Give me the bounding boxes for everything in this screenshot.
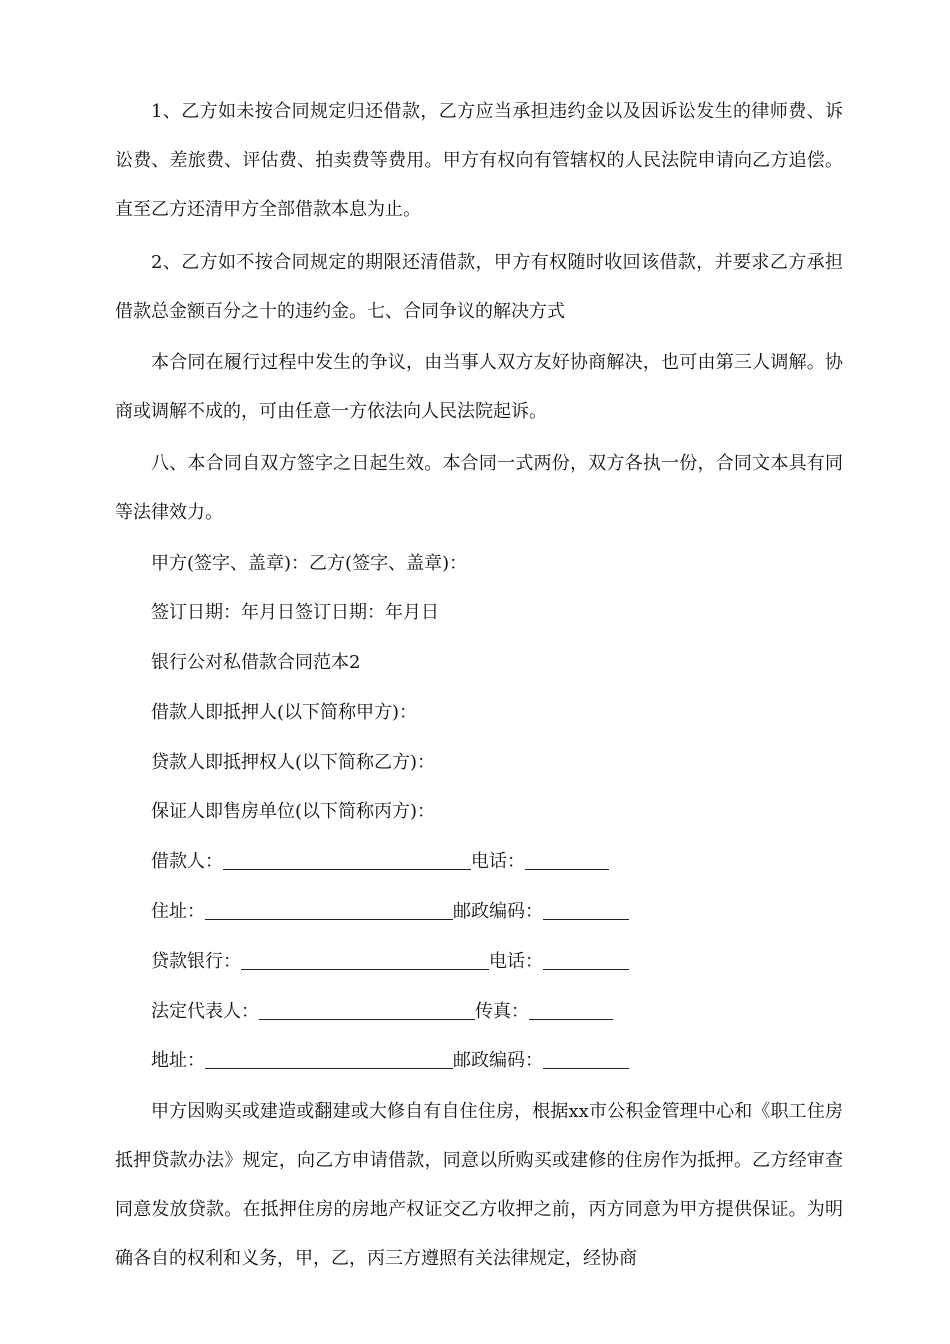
signing-date-line: 签订日期：年月日签订日期：年月日 xyxy=(151,602,439,623)
legal-rep-label: 法定代表人： xyxy=(151,1001,259,1022)
address-field-row xyxy=(151,900,629,924)
borrower-field-row xyxy=(151,850,609,874)
party-c-line: 保证人即售房单位(以下简称丙方)： xyxy=(151,801,436,822)
dispute-resolution-paragraph: 本合同在履行过程中发生的争议，由当事人双方友好协商解决，也可由第三人调解。协商或调解不成的，可由任意一方依法向人民法院起诉。 xyxy=(115,352,843,422)
clause-1-paragraph: 1、乙方如未按合同规定归还借款，乙方应当承担违约金以及因诉讼发生的律师费、诉讼费、差旅费、评估费、拍卖费等费用。甲方有权向有管辖权的人民法院申请向乙方追偿。直至乙方还清甲方全部借款本息为止。 xyxy=(115,101,843,220)
legal-rep-field-row xyxy=(151,1000,613,1024)
bank-phone-label: 电话： xyxy=(489,951,543,972)
address-postcode-label: 邮政编码： xyxy=(453,901,543,922)
bank-address-label: 地址： xyxy=(151,1050,205,1071)
address-label: 住址： xyxy=(151,901,205,922)
bank-address-field-row xyxy=(151,1049,629,1073)
fax-blank[interactable] xyxy=(529,1001,613,1020)
address-blank[interactable] xyxy=(205,901,453,920)
legal-rep-blank[interactable] xyxy=(259,1001,475,1020)
bank-postcode-blank[interactable] xyxy=(543,1050,629,1069)
clause-2-paragraph: 2、乙方如不按合同规定的期限还清借款，甲方有权随时收回该借款，并要求乙方承担借款总金额百分之十的违约金。七、合同争议的解决方式 xyxy=(115,252,843,322)
borrower-label: 借款人： xyxy=(151,851,223,872)
bank-postcode-label: 邮政编码： xyxy=(453,1050,543,1071)
bank-field-row xyxy=(151,950,629,974)
signature-line: 甲方(签字、盖章)：乙方(签字、盖章)： xyxy=(151,553,468,574)
party-b-line: 贷款人即抵押权人(以下简称乙方)： xyxy=(151,752,436,773)
bank-label: 贷款银行： xyxy=(151,951,241,972)
party-a-line: 借款人即抵押人(以下简称甲方)： xyxy=(151,702,418,723)
fax-label: 传真： xyxy=(475,1001,529,1022)
borrower-phone-label: 电话： xyxy=(471,851,525,872)
address-postcode-blank[interactable] xyxy=(543,901,629,920)
effectiveness-paragraph: 八、本合同自双方签字之日起生效。本合同一式两份，双方各执一份，合同文本具有同等法律效力。 xyxy=(115,453,843,523)
bank-blank[interactable] xyxy=(241,951,489,970)
second-contract-title: 银行公对私借款合同范本2 xyxy=(151,652,361,673)
borrower-phone-blank[interactable] xyxy=(525,851,609,870)
borrower-blank[interactable] xyxy=(223,851,471,870)
closing-paragraph: 甲方因购买或建造或翻建或大修自有自住住房，根据xx市公积金管理中心和《职工住房抵押贷款办法》规定，向乙方申请借款，同意以所购买或建修的住房作为抵押。乙方经审查同意发放贷款。在抵押住房的房地产权证交乙方收押之前，丙方同意为甲方提供保证。为明确各自的权利和义务，甲，乙，丙三方遵照有关法律规定，经协商 xyxy=(115,1101,843,1269)
bank-phone-blank[interactable] xyxy=(543,951,629,970)
bank-address-blank[interactable] xyxy=(205,1050,453,1069)
